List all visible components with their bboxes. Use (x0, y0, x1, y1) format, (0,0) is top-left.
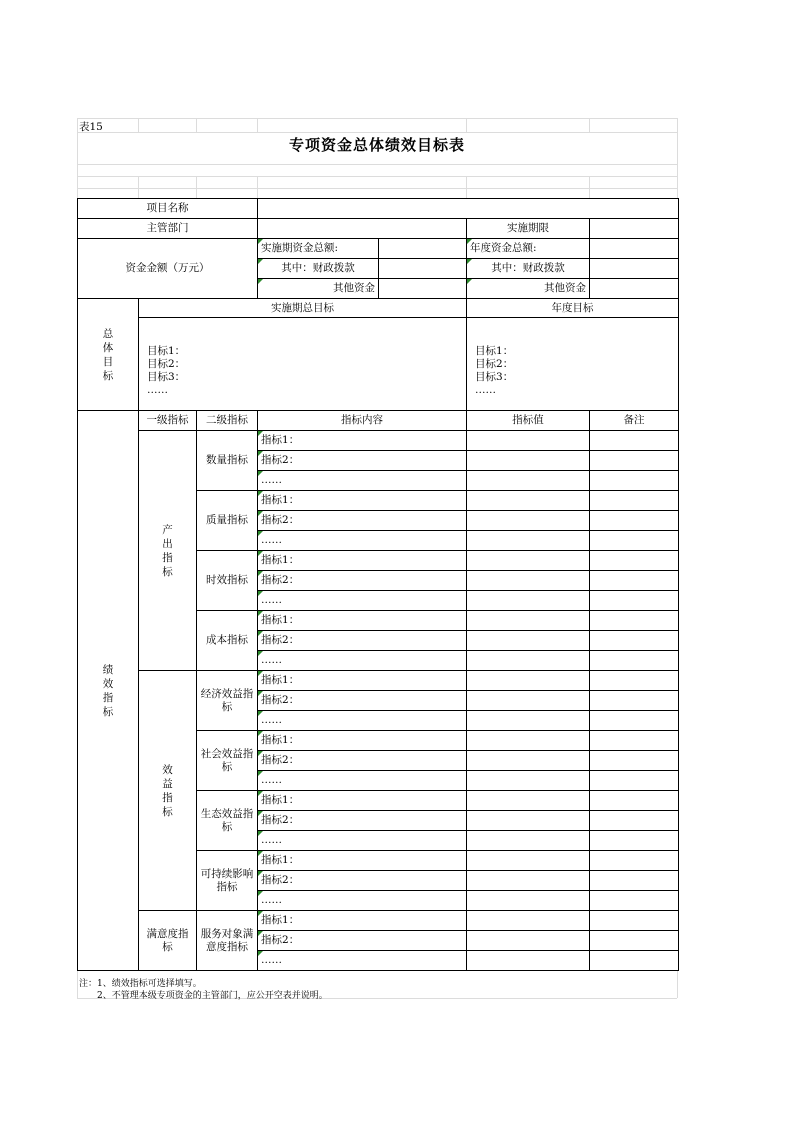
indicator-note[interactable] (590, 691, 679, 711)
note-header: 备注 (590, 411, 679, 431)
indicator-note[interactable] (590, 871, 679, 891)
indicator-value[interactable] (467, 531, 590, 551)
indicator-value[interactable] (467, 871, 590, 891)
indicator-value[interactable] (467, 631, 590, 651)
indicator-note[interactable] (590, 451, 679, 471)
table-row[interactable]: 指标2： (258, 811, 467, 831)
footnote-2: 2、不管理本级专项资金的主管部门，应公开空表并说明。 (97, 991, 328, 1001)
department-value[interactable] (258, 219, 467, 239)
indicator-value[interactable] (467, 791, 590, 811)
annual-other-value[interactable] (590, 279, 679, 299)
indicator-note[interactable] (590, 891, 679, 911)
annual-fiscal-value[interactable] (590, 259, 679, 279)
table-row[interactable]: 指标1： (258, 851, 467, 871)
output-indicator: 产出指标 (139, 431, 197, 671)
period-label: 实施期限 (467, 219, 590, 239)
project-name-value[interactable] (258, 199, 679, 219)
table-row[interactable]: 指标1： (258, 551, 467, 571)
total-fund-label: 实施期资金总额: (258, 239, 379, 259)
indicator-note[interactable] (590, 671, 679, 691)
indicator-note[interactable] (590, 831, 679, 851)
indicator-value[interactable] (467, 731, 590, 751)
indicator-note[interactable] (590, 751, 679, 771)
table-row[interactable]: 指标2： (258, 931, 467, 951)
department-label: 主管部门 (78, 219, 258, 239)
table-row[interactable]: 指标2： (258, 451, 467, 471)
indicator-note[interactable] (590, 791, 679, 811)
indicator-note[interactable] (590, 711, 679, 731)
fiscal-value[interactable] (379, 259, 467, 279)
table-row[interactable]: …… (258, 651, 467, 671)
indicator-value[interactable] (467, 891, 590, 911)
indicator-value[interactable] (467, 651, 590, 671)
table-row[interactable]: 指标2： (258, 691, 467, 711)
fiscal-label: 其中：财政拨款 (258, 259, 379, 279)
quality-indicator: 质量指标 (197, 491, 258, 551)
indicator-value[interactable] (467, 811, 590, 831)
table-row[interactable]: 指标1： (258, 611, 467, 631)
indicator-value[interactable] (467, 431, 590, 451)
table-row[interactable]: 指标2： (258, 751, 467, 771)
project-name-label: 项目名称 (78, 199, 258, 219)
annual-total-label: 年度资金总额: (467, 239, 590, 259)
annual-goal-header: 年度目标 (467, 299, 679, 318)
table-row[interactable]: 指标2： (258, 571, 467, 591)
indicator-value[interactable] (467, 711, 590, 731)
indicator-value[interactable] (467, 831, 590, 851)
other-fund-value[interactable] (379, 279, 467, 299)
indicator-value[interactable] (467, 471, 590, 491)
indicator-note[interactable] (590, 551, 679, 571)
table-row[interactable]: 指标1： (258, 491, 467, 511)
table-row[interactable]: 指标2： (258, 511, 467, 531)
period-goal-header: 实施期总目标 (139, 299, 467, 318)
table-row[interactable]: 指标1： (258, 791, 467, 811)
table-row[interactable]: …… (258, 891, 467, 911)
indicator-value[interactable] (467, 911, 590, 931)
performance-indicator-label: 绩效指标 (78, 411, 139, 971)
indicator-note[interactable] (590, 771, 679, 791)
indicator-value[interactable] (467, 751, 590, 771)
indicator-note[interactable] (590, 931, 679, 951)
quantity-indicator: 数量指标 (197, 431, 258, 491)
level1-header: 一级指标 (139, 411, 197, 431)
period-goal-content[interactable]: 目标1： 目标2： 目标3： …… (139, 318, 467, 411)
table-number: 表15 (79, 121, 103, 133)
indicator-value[interactable] (467, 671, 590, 691)
indicator-note[interactable] (590, 951, 679, 971)
page-title: 专项资金总体绩效目标表 (288, 136, 465, 154)
indicator-value[interactable] (467, 511, 590, 531)
indicator-note[interactable] (590, 731, 679, 751)
indicator-note[interactable] (590, 851, 679, 871)
annual-fiscal-label: 其中：财政拨款 (467, 259, 590, 279)
table-row[interactable]: …… (258, 471, 467, 491)
table-row[interactable]: 指标2： (258, 631, 467, 651)
fund-amount-label: 资金金额（万元） (78, 239, 258, 299)
other-fund-label: 其他资金 (258, 279, 379, 299)
indicator-value[interactable] (467, 571, 590, 591)
content-header: 指标内容 (258, 411, 467, 431)
table-row[interactable]: 指标1： (258, 431, 467, 451)
table-row[interactable]: 指标1： (258, 731, 467, 751)
service-satisfaction-indicator: 服务对象满意度指标 (197, 911, 258, 971)
total-fund-value[interactable] (379, 239, 467, 259)
sustainability-indicator: 可持续影响指标 (197, 851, 258, 911)
indicator-value[interactable] (467, 491, 590, 511)
indicator-note[interactable] (590, 811, 679, 831)
footnotes (79, 978, 328, 1002)
indicator-note[interactable] (590, 431, 679, 451)
table-row[interactable]: …… (258, 711, 467, 731)
indicator-note[interactable] (590, 491, 679, 511)
benefit-indicator: 效益指标 (139, 671, 197, 911)
table-row[interactable]: …… (258, 951, 467, 971)
value-header: 指标值 (467, 411, 590, 431)
indicator-value[interactable] (467, 851, 590, 871)
period-value[interactable] (590, 219, 679, 239)
indicator-value[interactable] (467, 611, 590, 631)
indicator-note[interactable] (590, 631, 679, 651)
table-row[interactable]: 指标2： (258, 871, 467, 891)
economic-benefit-indicator: 经济效益指标 (197, 671, 258, 731)
table-row[interactable]: …… (258, 531, 467, 551)
indicator-note[interactable] (590, 471, 679, 491)
indicator-value[interactable] (467, 591, 590, 611)
table-row[interactable]: 指标1： (258, 911, 467, 931)
satisfaction-indicator: 满意度指标 (139, 911, 197, 971)
indicator-note[interactable] (590, 511, 679, 531)
indicator-note[interactable] (590, 911, 679, 931)
table-row[interactable]: …… (258, 591, 467, 611)
table-row[interactable]: …… (258, 831, 467, 851)
annual-total-value[interactable] (590, 239, 679, 259)
level2-header: 二级指标 (197, 411, 258, 431)
indicator-value[interactable] (467, 551, 590, 571)
table-row[interactable]: …… (258, 771, 467, 791)
indicator-note[interactable] (590, 531, 679, 551)
indicator-value[interactable] (467, 771, 590, 791)
indicator-value[interactable] (467, 951, 590, 971)
table-row[interactable]: 指标1： (258, 671, 467, 691)
annual-other-label: 其他资金 (467, 279, 590, 299)
indicator-note[interactable] (590, 571, 679, 591)
annual-goal-content[interactable]: 目标1： 目标2： 目标3： …… (467, 318, 679, 411)
indicator-value[interactable] (467, 451, 590, 471)
ecological-benefit-indicator: 生态效益指标 (197, 791, 258, 851)
footnote-1: 注：1、绩效指标可选择填写。 (79, 979, 202, 989)
timeliness-indicator: 时效指标 (197, 551, 258, 611)
performance-target-table (77, 198, 679, 971)
social-benefit-indicator: 社会效益指标 (197, 731, 258, 791)
cost-indicator: 成本指标 (197, 611, 258, 671)
indicator-note[interactable] (590, 591, 679, 611)
indicator-value[interactable] (467, 691, 590, 711)
indicator-note[interactable] (590, 611, 679, 631)
indicator-value[interactable] (467, 931, 590, 951)
indicator-note[interactable] (590, 651, 679, 671)
overall-goal-label: 总体目标 (78, 299, 139, 411)
